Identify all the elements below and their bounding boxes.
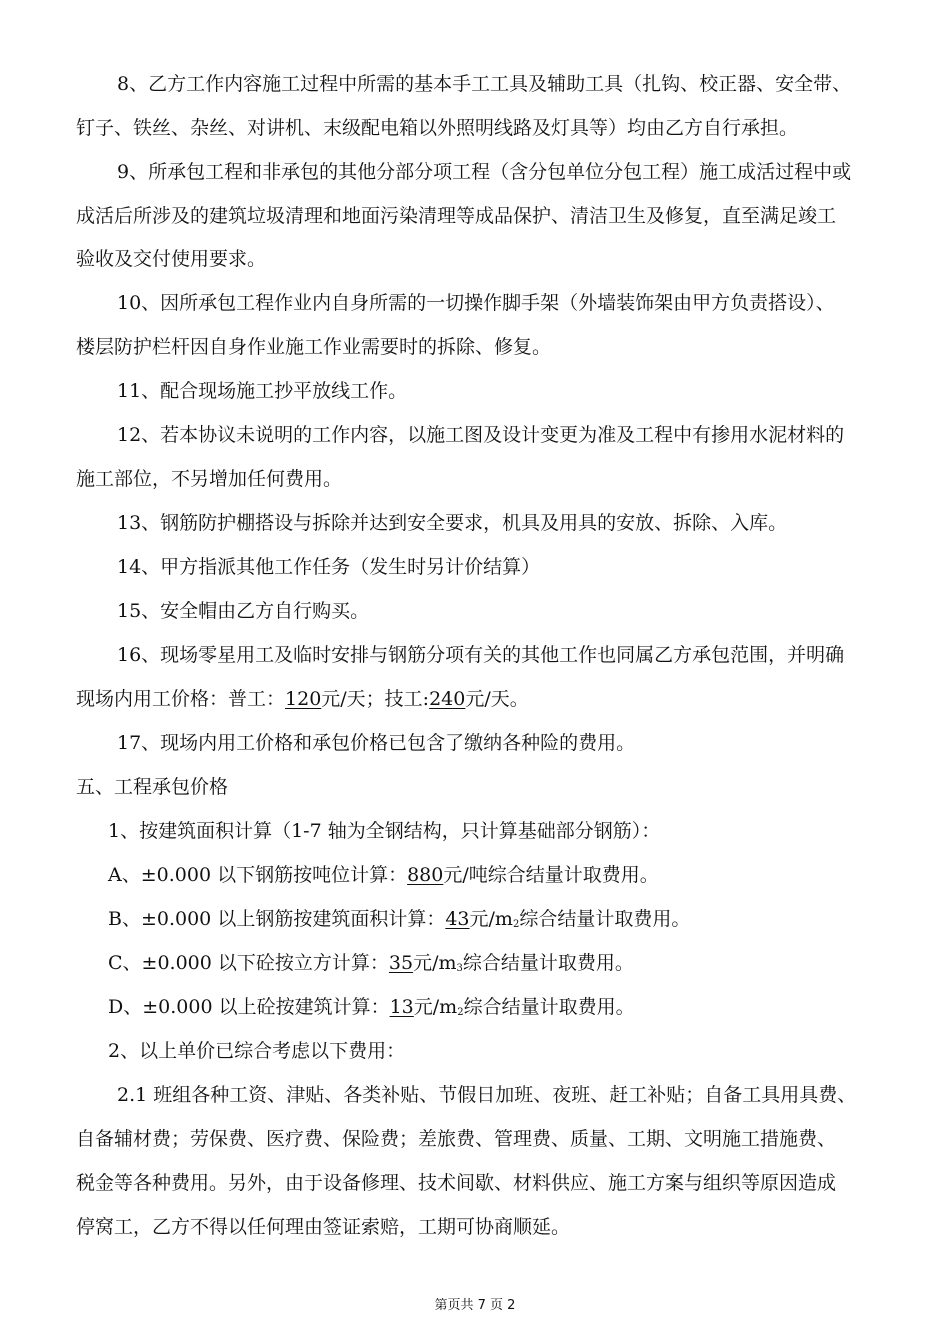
price-item-b: [108, 907, 950, 937]
item-11: 11、配合现场施工抄平放线工作。: [117, 380, 408, 402]
item-9-line-2: 成活后所涉及的建筑垃圾清理和地面污染清理等成品保护、清洁卫生及修复，直至满足竣工: [76, 205, 837, 227]
price-item-d: [108, 995, 950, 1025]
item-8-line-1: 8、乙方工作内容施工过程中所需的基本手工工具及辅助工具（扎钩、校正器、安全带、: [117, 73, 852, 95]
item-10-line-2: 楼层防护栏杆因自身作业施工作业需要时的拆除、修复。: [76, 336, 552, 358]
labor-rate: 120: [285, 688, 322, 710]
price-item-1: 1、按建筑面积计算（1-7 轴为全钢结构，只计算基础部分钢筋）：: [108, 820, 661, 842]
price-c-unit: 元/m: [413, 952, 457, 974]
price-b-unit-sup: 2: [512, 919, 520, 930]
price-b-suffix: 综合结量计取费用。: [519, 908, 691, 930]
skilled-rate: 240: [429, 688, 466, 710]
price-item-c: [108, 951, 950, 981]
price-a-unit: 元/吨: [443, 864, 488, 886]
item-2-1-line-4: 停窝工，乙方不得以任何理由签证索赔，工期可协商顺延。: [76, 1216, 571, 1238]
item-17: 17、现场内用工价格和承包价格已包含了缴纳各种险的费用。: [117, 732, 636, 754]
item-9-line-1: 9、所承包工程和非承包的其他分部分项工程（含分包单位分包工程）施工成活过程中或: [117, 161, 852, 183]
price-d-unit-sup: 2: [457, 1007, 464, 1018]
price-a-prefix: A、±0.000 以下钢筋按吨位计算：: [108, 864, 408, 886]
price-d-suffix: 综合结量计取费用。: [463, 996, 635, 1018]
price-d-unit: 元/m: [413, 996, 458, 1018]
item-12-line-2: 施工部位，不另增加任何费用。: [76, 468, 343, 490]
wage-suffix: 元/天。: [465, 688, 529, 710]
price-b-value: 43: [445, 908, 470, 930]
price-item-a: [108, 863, 950, 887]
item-12-line-1: 12、若本协议未说明的工作内容，以施工图及设计变更为准及工程中有掺用水泥材料的: [117, 424, 845, 446]
price-d-prefix: D、±0.000 以上砼按建筑计算：: [108, 996, 390, 1018]
item-9-line-3: 验收及交付使用要求。: [76, 248, 267, 270]
item-16-line-1: 16、现场零星用工及临时安排与钢筋分项有关的其他工作也同属乙方承包范围，并明确: [117, 644, 845, 666]
wage-mid: 元/天；技工:: [321, 688, 430, 710]
wage-prefix: 现场内用工价格：普工：: [76, 688, 286, 710]
price-a-value: 880: [407, 864, 444, 886]
item-8-line-2: 钉子、铁丝、杂丝、对讲机、末级配电箱以外照明线路及灯具等）均由乙方自行承担。: [76, 117, 799, 139]
item-2-1-line-2: 自备辅材费；劳保费、医疗费、保险费；差旅费、管理费、质量、工期、文明施工措施费、: [76, 1128, 837, 1150]
page-footer: 第页共 7 页 2: [434, 1298, 516, 1313]
price-b-prefix: B、±0.000 以上钢筋按建筑面积计算：: [108, 908, 446, 930]
item-15: 15、安全帽由乙方自行购买。: [117, 600, 370, 622]
item-14: 14、甲方指派其他工作任务（发生时另计价结算）: [117, 556, 541, 578]
price-d-value: 13: [389, 996, 414, 1018]
price-c-value: 35: [388, 952, 414, 974]
price-c-suffix: 综合结量计取费用。: [462, 952, 634, 974]
price-c-unit-sup: 3: [456, 963, 463, 974]
price-b-unit: 元/m: [469, 908, 513, 930]
price-a-suffix: 综合结量计取费用。: [487, 864, 659, 886]
item-16-wage-line: [76, 687, 950, 711]
section-heading: 五、工程承包价格: [76, 776, 229, 798]
item-2-1-line-1: 2.1 班组各种工资、津贴、各类补贴、节假日加班、夜班、赶工补贴；自备工具用具费、: [117, 1084, 857, 1106]
price-c-prefix: C、±0.000 以下砼按立方计算：: [108, 952, 389, 974]
item-13: 13、钢筋防护棚搭设与拆除并达到安全要求，机具及用具的安放、拆除、入库。: [117, 512, 788, 534]
item-2-1-line-3: 税金等各种费用。另外，由于设备修理、技术间歇、材料供应、施工方案与组织等原因造成: [76, 1172, 837, 1194]
price-item-2: 2、以上单价已综合考虑以下费用：: [108, 1040, 406, 1062]
item-10-line-1: 10、因所承包工程作业内自身所需的一切操作脚手架（外墙装饰架由甲方负责搭设）、: [117, 292, 835, 314]
